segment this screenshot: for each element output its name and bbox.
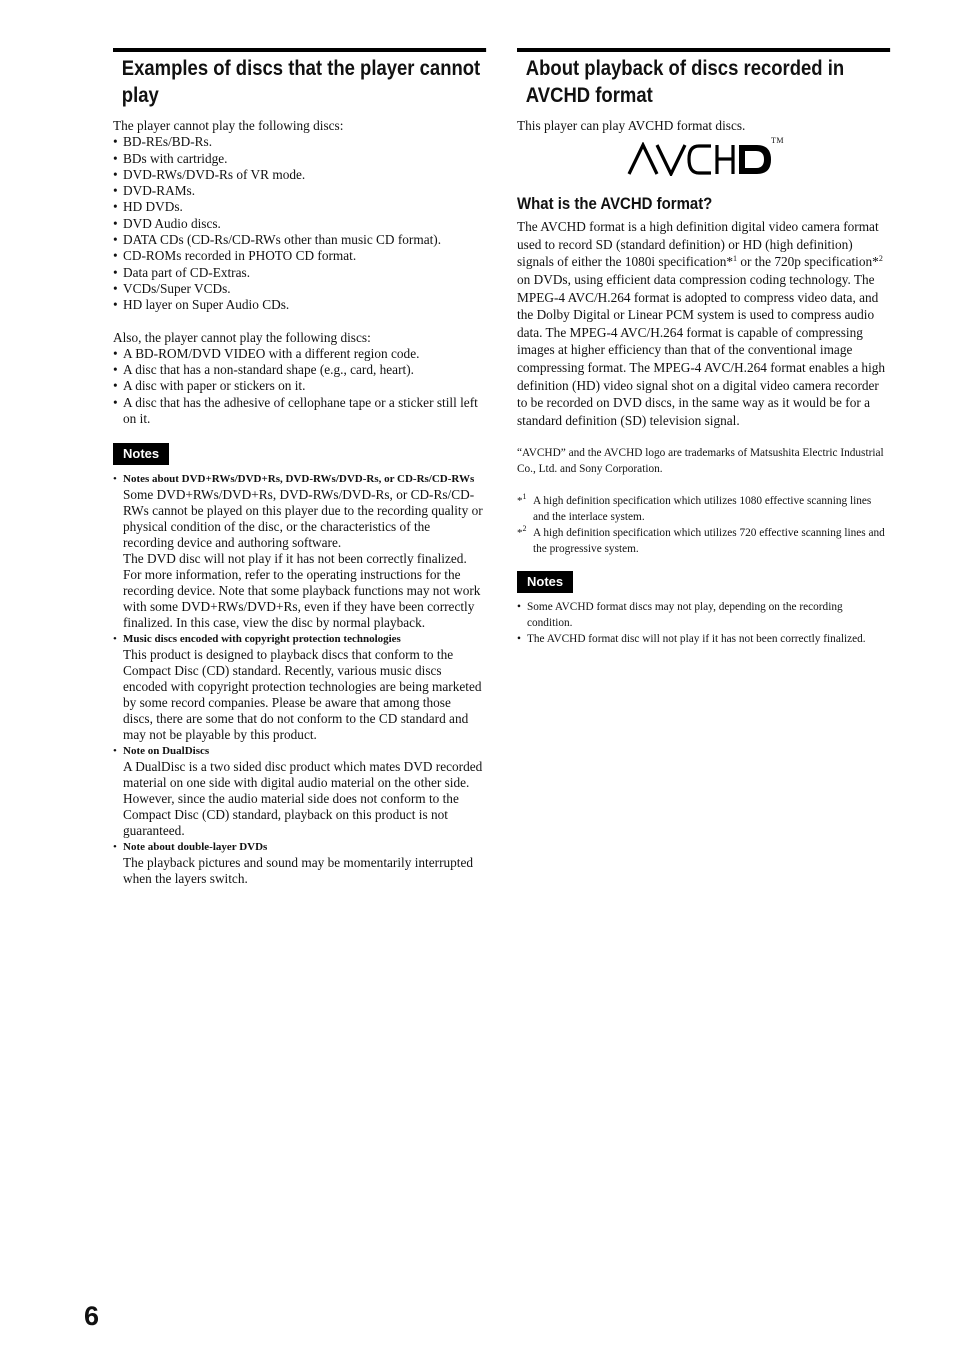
note-item: • Some AVCHD format discs may not play, depending on the recording condition.: [517, 599, 887, 631]
section-heading-avchd: About playback of discs recorded in AVCHD format: [517, 48, 890, 109]
note-item: • The AVCHD format disc will not play if it has not been correctly finalized.: [517, 631, 887, 647]
avchd-logo: [517, 136, 887, 190]
list-item: • VCDs/Super VCDs.: [113, 281, 483, 297]
list-item: • DATA CDs (CD-Rs/CD-RWs other than music CD format).: [113, 232, 483, 248]
page-number: 6: [84, 1301, 100, 1331]
avchd-notes-list: [517, 599, 887, 647]
note-title: • Notes about DVD+RWs/DVD+Rs, DVD-RWs/DVD-Rs, or CD-Rs/CD-RWs: [123, 473, 475, 486]
list-item: • HD layer on Super Audio CDs.: [113, 297, 483, 313]
note-item: [113, 839, 483, 887]
list-item: • BD-REs/BD-Rs.: [113, 134, 483, 150]
note-body: A DualDisc is a two sided disc product which mates DVD recorded material on one side with digital audio material on the other side.: [123, 759, 483, 791]
intro-text: The player cannot play the following discs:: [113, 118, 344, 133]
footnotes-list: [517, 493, 887, 557]
list-item: • A disc that has the adhesive of cellophane tape or a sticker still left on it.: [113, 395, 483, 428]
list-item: • A BD-ROM/DVD VIDEO with a different region code.: [113, 346, 483, 362]
intro-text: This player can play AVCHD format discs.: [517, 118, 746, 133]
list-item: • DVD Audio discs.: [113, 216, 483, 232]
note-item: [113, 471, 483, 631]
list-item: • HD DVDs.: [113, 199, 483, 215]
right-column: [517, 48, 887, 647]
note-body: The DVD disc will not play if it has not been correctly finalized. For more information, refer to the operating instructions for the recording device. Note that some playback functions may not work with some DVD+RWs/DVD+Rs, even if they have been correctly finalized. In this case, view the disc by normal playback.: [123, 551, 481, 631]
note-item: [113, 743, 483, 839]
intro-text-2: Also, the player cannot play the following discs:: [113, 329, 371, 345]
list-item: • BDs with cartridge.: [113, 151, 483, 167]
trademark-symbol: TM: [771, 136, 784, 146]
list-item: • DVD-RAMs.: [113, 183, 483, 199]
note-body: This product is designed to playback discs that conform to the Compact Disc (CD) standard. Recently, various music discs encoded with copyright protection technologies are being marketed by some record companies. Please be aware that among those discs, there are some that do not conform to the CD standard and may not be playable by this product.: [123, 647, 482, 743]
list-item: • A disc that has a non-standard shape (e.g., card, heart).: [113, 362, 483, 378]
note-body: Some DVD+RWs/DVD+Rs, DVD-RWs/DVD-Rs, or CD-Rs/CD-RWs cannot be played on this player due to the recording quality or physical condition of the disc, or the characteristics of the recording device and authoring software.: [123, 487, 483, 551]
notes-badge: Notes: [113, 443, 169, 465]
note-title: • Note on DualDiscs: [123, 745, 210, 758]
footnote-item: *$^1$ A high definition specification which utilizes 1080 effective scanning lines and the interlace system.: [517, 492, 872, 524]
note-title: • Music discs encoded with copyright protection technologies: [123, 633, 401, 646]
avchd-logo-icon: [627, 142, 773, 176]
note-body: However, since the audio material side does not conform to the Compact Disc (CD) standard, playback on this product is not guaranteed.: [123, 791, 459, 839]
list-item: • DVD-RWs/DVD-Rs of VR mode.: [113, 167, 483, 183]
notes-list: [113, 471, 483, 887]
footnote-item: *$^2$ A high definition specification which utilizes 720 effective scanning lines and the progressive system.: [517, 524, 885, 556]
unplayable-disc-list-2: [113, 346, 483, 427]
avchd-description: The AVCHD format is a high definition digital video camera format used to record SD (standard definition) or HD (high definition) signals of either the 1080i specification*$^1$ or the 720p specification*$^2$ on DVDs, using efficient data compression coding technology. The MPEG-4 AVC/H.264 format is adopted to compress video data, and the Dolby Digital or Linear PCM system is used to compress audio data. The MPEG-4 AVC/H.264 format is capable of compressing images at higher efficiency than that of the conventional image compressing format. The MPEG-4 AVC/H.264 format enables a high definition (HD) video signal shot on a digital video camera recorder to be recorded on DVD discs, in the same way as it would be for a standard definition (SD) television signal.: [517, 219, 886, 428]
subheading-what-is-avchd: What is the AVCHD format?: [517, 194, 713, 214]
note-item: [113, 631, 483, 743]
list-item: • CD-ROMs recorded in PHOTO CD format.: [113, 248, 483, 264]
note-body: The playback pictures and sound may be momentarily interrupted when the layers switch.: [123, 855, 474, 887]
list-item: • Data part of CD-Extras.: [113, 265, 483, 281]
unplayable-disc-list: [113, 134, 483, 313]
trademark-notice: “AVCHD” and the AVCHD logo are trademarks of Matsushita Electric Industrial Co., Ltd. and Sony Corporation.: [517, 447, 884, 476]
left-column: [113, 48, 483, 887]
list-item: • A disc with paper or stickers on it.: [113, 378, 483, 394]
notes-badge: Notes: [517, 571, 573, 593]
note-title: • Note about double-layer DVDs: [123, 841, 268, 854]
section-heading-unplayable-discs: Examples of discs that the player cannot play: [113, 48, 486, 109]
